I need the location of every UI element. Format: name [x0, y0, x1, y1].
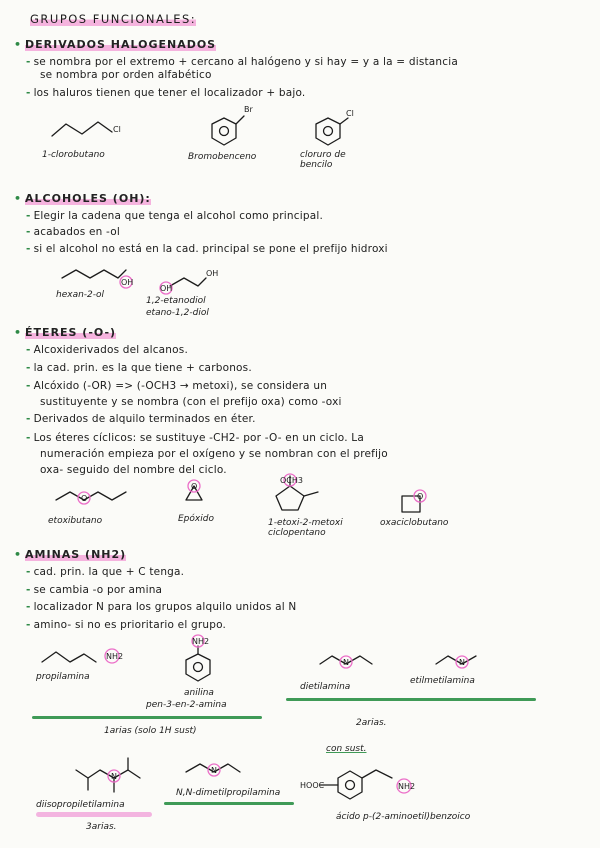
halo-line-1: - se nombra por el extremo + cercano al halógeno y si hay = y a la = distancia	[26, 56, 459, 68]
cl-atom-label: Cl	[113, 125, 121, 134]
divider-green	[164, 802, 294, 805]
br-atom-label: Br	[244, 105, 253, 114]
alc-line-2: - acabados en -ol	[26, 226, 120, 238]
label-etano-diol: etano-1,2-diol	[146, 308, 209, 318]
oh-atom-label: OH	[206, 269, 219, 278]
hooc-group-label: HOOC	[300, 781, 325, 790]
heading-text: DERIVADOS HALOGENADOS	[25, 38, 217, 51]
label-3arias: 3arias.	[86, 822, 117, 832]
label-bromobenceno: Bromobenceno	[188, 152, 257, 162]
label-1-clorobutano: 1-clorobutano	[42, 150, 105, 160]
label-hexan-2-ol: hexan-2-ol	[56, 290, 105, 300]
cl-atom-label: Cl	[346, 109, 354, 118]
n-atom-label: N	[343, 658, 349, 667]
dash-icon: -	[26, 584, 31, 596]
dash-icon: -	[26, 344, 31, 356]
label-epoxido: Epóxido	[178, 514, 214, 524]
label-dietilamina: dietilamina	[300, 682, 351, 692]
halo-line-2: se nombra por orden alfabético	[40, 69, 212, 81]
page-title-text: GRUPOS FUNCIONALES:	[30, 12, 197, 26]
diisopropylethylamine-structure	[76, 758, 140, 792]
eter-line-2: - la cad. prin. es la que tiene + carbonos.	[26, 362, 252, 374]
n-atom-label: N	[111, 772, 117, 781]
amin-line-2: - se cambia -o por amina	[26, 584, 163, 596]
heading-text: AMINAS (NH2)	[25, 548, 127, 561]
eter-line-8: oxa- seguido del nombre del ciclo.	[40, 464, 227, 476]
chlorobutane-structure	[52, 122, 112, 136]
label-pen-3-en-2-amina: pen-3-en-2-amina	[146, 700, 227, 710]
label-con-sust: con sust.	[326, 744, 367, 754]
o-atom-label: O	[417, 492, 424, 501]
eter-line-3: - Alcóxido (-OR) => (-OCH3 → metoxi), se considera un	[26, 380, 328, 392]
label-etanodiol: 1,2-etanodiol	[146, 296, 206, 306]
dash-icon: -	[26, 413, 31, 425]
label-dimetilpropilamina: N,N-dimetilpropilamina	[176, 788, 281, 798]
nh2-atom-label: NH2	[398, 782, 416, 791]
n-atom-label: N	[459, 658, 465, 667]
label-cloruro-bencilo: cloruro de bencilo	[300, 150, 346, 170]
label-diisopropiletilamina: diisopropiletilamina	[36, 800, 125, 810]
alc-line-3: - si el alcohol no está en la cad. principal se pone el prefijo hidroxi	[26, 243, 388, 255]
eter-line-4: sustituyente y se nombra (con el prefijo oxa) como -oxi	[40, 396, 342, 408]
dash-icon: -	[26, 243, 31, 255]
label-2arias: 2arias.	[356, 718, 387, 728]
label-acido-aminoetilbenzoico: ácido p-(2-aminoetil)benzoico	[336, 812, 471, 822]
nh2-atom-label: NH2	[192, 637, 210, 646]
o-atom-label: O	[191, 482, 198, 491]
label-oxaciclobutano: oxaciclobutano	[380, 518, 449, 528]
dash-icon: -	[26, 210, 31, 222]
eter-line-5: - Derivados de alquilo terminados en éter.	[26, 413, 256, 425]
dash-icon: -	[26, 226, 31, 238]
oh-atom-label: OH	[121, 278, 134, 287]
halo-line-3: - los haluros tienen que tener el localizador + bajo.	[26, 87, 306, 99]
label-ciclopentano: 1-etoxi-2-metoxi ciclopentano	[268, 518, 343, 538]
dash-icon: -	[26, 56, 31, 68]
eter-line-7: numeración empieza por el oxígeno y se nombran con el prefijo	[40, 448, 388, 460]
dash-icon: -	[26, 432, 31, 444]
label-anilina: anilina	[184, 688, 214, 698]
dash-icon: -	[26, 566, 31, 578]
divider-green	[32, 716, 262, 719]
heading-text: ALCOHOLES (OH):	[25, 192, 151, 205]
dash-icon: -	[26, 87, 31, 99]
och3-atom-label: OCH3	[280, 476, 303, 485]
bullet-icon: •	[14, 38, 23, 51]
ethoxybutane-structure	[56, 492, 126, 500]
amin-line-4: - amino- si no es prioritario el grupo.	[26, 619, 227, 631]
bullet-icon: •	[14, 192, 23, 205]
benzyl-chloride-structure	[316, 118, 348, 145]
ethanediol-structure	[170, 278, 206, 286]
label-etilmetilamina: etilmetilamina	[410, 676, 475, 686]
amin-line-3: - localizador N para los grupos alquilo unidos al N	[26, 601, 297, 613]
oh-atom-label: OH	[160, 284, 173, 293]
heading-text: ÉTERES (-O-)	[25, 326, 117, 339]
hexan-2-ol-structure	[62, 270, 126, 278]
propylamine-structure	[42, 652, 96, 662]
highlight-pink	[36, 812, 152, 817]
dash-icon: -	[26, 601, 31, 613]
n-atom-label: N	[211, 766, 217, 775]
dash-icon: -	[26, 619, 31, 631]
bromobenzene-structure	[212, 116, 244, 145]
divider-green	[286, 698, 536, 701]
eter-line-1: - Alcoxiderivados del alcanos.	[26, 344, 188, 356]
alc-line-1: - Elegir la cadena que tenga el alcohol como principal.	[26, 210, 324, 222]
label-propilamina: propilamina	[36, 672, 90, 682]
label-1arias: 1arias (solo 1H sust)	[104, 726, 197, 736]
dash-icon: -	[26, 362, 31, 374]
dash-icon: -	[26, 380, 31, 392]
amin-line-1: - cad. prin. la que + C tenga.	[26, 566, 185, 578]
label-etoxibutano: etoxibutano	[48, 516, 103, 526]
nh2-atom-label: NH2	[106, 652, 124, 661]
bullet-icon: •	[14, 548, 23, 561]
o-atom-label: O	[81, 494, 88, 503]
bullet-icon: •	[14, 326, 23, 339]
eter-line-6: - Los éteres cíclicos: se sustituye -CH2- por -O- en un ciclo. La	[26, 432, 364, 444]
